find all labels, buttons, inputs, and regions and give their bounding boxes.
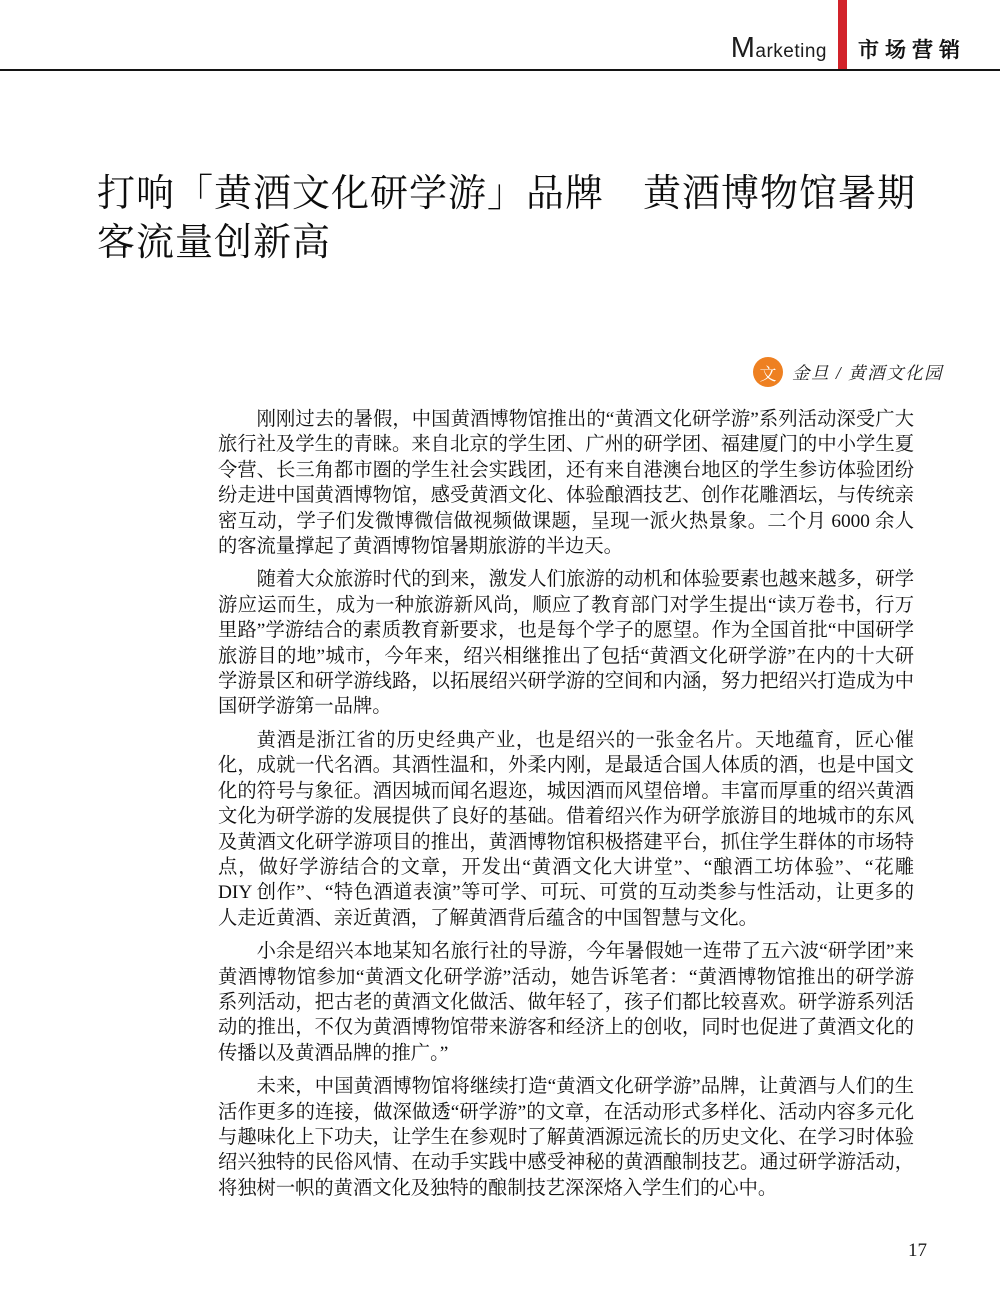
section-label-en-rest: arketing — [755, 41, 827, 62]
section-label-en — [0, 30, 827, 70]
section-label-en-initial: M — [730, 32, 756, 64]
header-accent-bar — [838, 0, 847, 70]
article-body — [218, 407, 914, 1209]
article-title — [97, 170, 962, 268]
article-title-line1: 打响「黄酒文化研学游」品牌 黄酒博物馆暑期 — [97, 173, 917, 215]
section-label-zh: 市场营销 — [858, 39, 966, 62]
byline-text: 金旦 / 黄酒文化园 — [792, 362, 944, 383]
paragraph-3: 黄酒是浙江省的历史经典产业，也是绍兴的一张金名片。天地蕴育，匠心催化，成就一代名酒。其酒性温和，外柔内刚，是最适合国人体质的酒，也是中国文化的符号与象征。酒因城而闻名遐迩，城因酒而风望倍增。丰富而厚重的绍兴黄酒文化为研学游的发展提供了良好的基础。借着绍兴作为研学旅游目的地城市的东风及黄酒文化研学游项目的推出，黄酒博物馆积极搭建平台，抓住学生群体的市场特点，做好学游结合的文章，开发出“黄酒文化大讲堂”、“酿酒工坊体验”、“花雕 DIY 创作”、“特色酒道表演”等可学、可玩、可赏的互动类参与性活动，让更多的人走近黄酒、亲近黄酒，了解黄酒背后蕴含的中国智慧与文化。 — [218, 729, 914, 929]
paragraph-1: 刚刚过去的暑假，中国黄酒博物馆推出的“黄酒文化研学游”系列活动深受广大旅行社及学生的青睐。来自北京的学生团、广州的研学团、福建厦门的中小学生夏令营、长三角都市圈的学生社会实践团，还有来自港澳台地区的学生参访体验团纷纷走进中国黄酒博物馆，感受黄酒文化、体验酿酒技艺、创作花雕酒坛，与传统亲密互动，学子们发微博微信做视频做课题，呈现一派火热景象。二个月 6000 余人的客流量撑起了黄酒博物馆暑期旅游的半边天。 — [218, 409, 914, 558]
paragraph-4: 小余是绍兴本地某知名旅行社的导游，今年暑假她一连带了五六波“研学团”来黄酒博物馆参加“黄酒文化研学游”活动，她告诉笔者：“黄酒博物馆推出的研学游系列活动，把古老的黄酒文化做活、做年轻了，孩子们都比较喜欢。研学游系列活动的推出，不仅为黄酒博物馆带来游客和经济上的创收，同时也促进了黄酒文化的传播以及黄酒品牌的推广。” — [218, 941, 914, 1064]
paragraph-2: 随着大众旅游时代的到来，激发人们旅游的动机和体验要素也越来越多，研学游应运而生，成为一种旅游新风尚，顺应了教育部门对学生提出“读万卷书，行万里路”学游结合的素质教育新要求，也是每个学子的愿望。作为全国首批“中国研学旅游目的地”城市，今年来，绍兴相继推出了包括“黄酒文化研学游”在内的十大研学游景区和研学游线路，以拓展绍兴研学游的空间和内涵，努力把绍兴打造成为中国研学游第一品牌。 — [218, 569, 914, 718]
paragraph-5: 未来，中国黄酒博物馆将继续打造“黄酒文化研学游”品牌，让黄酒与人们的生活作更多的连接，做深做透“研学游”的文章，在活动形式多样化、活动内容多元化与趣味化上下功夫，让学生在参观时了解黄酒源远流长的历史文化、在学习时体验绍兴独特的民俗风情、在动手实践中感受神秘的黄酒酿制技艺。通过研学游活动，将独树一帜的黄酒文化及独特的酿制技艺深深烙入学生们的心中。 — [218, 1076, 914, 1199]
header-divider — [0, 69, 1000, 71]
page-number: 17 — [908, 1240, 927, 1261]
article-title-line2: 客流量创新高 — [97, 222, 332, 264]
byline — [753, 357, 943, 387]
author-badge-icon: 文 — [753, 357, 783, 387]
